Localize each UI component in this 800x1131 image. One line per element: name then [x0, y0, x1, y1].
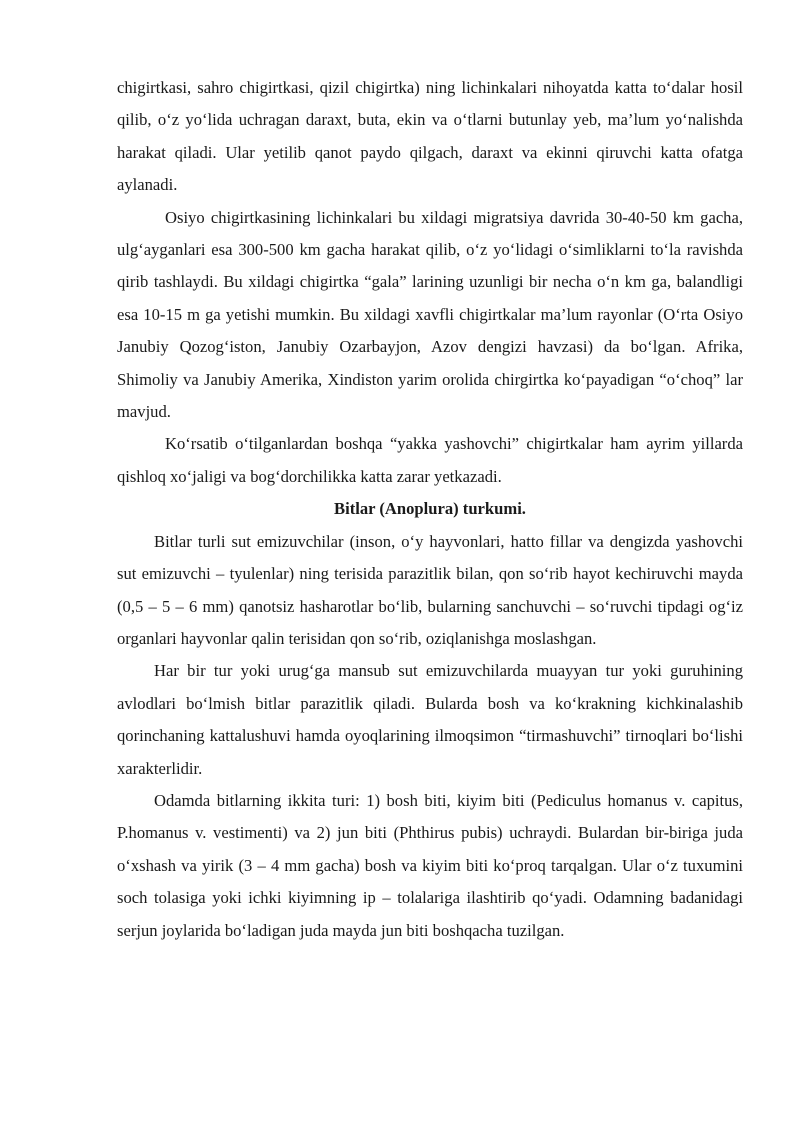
- section-heading-lice: Bitlar (Anoplura) turkumi.: [334, 499, 526, 519]
- paragraph-lice-intro: Bitlar turli sut emizuvchilar (inson, o‘y hayvonlari, hatto fillar va dengizda yashovchi sut emizuvchi – tyulenlar) ning terisida parazitlik bilan, qon so‘rib hayot kechiruvchi mayda (0,5 – 5 – 6 mm) qanotsiz hasharotlar bo‘lib, bularning sanchuvchi – so‘ruvchi tipdagi og‘iz organlari hayvonlar qalin terisidan qon so‘rib, oziqlanishga moslashgan.: [117, 531, 743, 648]
- paragraph-locust-larvae: chigirtkasi, sahro chigirtkasi, qizil chigirtka) ning lichinkalari nihoyatda katta to‘dalar hosil qilib, o‘z yo‘lida uchragan daraxt, buta, ekin va o‘tlarni butunlay yeb, ma’lum yo‘nalishda harakat qiladi. Ular yetilib qanot paydo qilgach, daraxt va ekinni qiruvchi katta ofatga aylanadi.: [117, 78, 743, 195]
- document-body: [117, 72, 743, 947]
- paragraph-human-lice: Odamda bitlarning ikkita turi: 1) bosh biti, kiyim biti (Pediculus homanus v. capitus, P.homanus v. vestimenti) va 2) jun biti (Phthirus pubis) uchraydi. Bulardan bir-biriga juda o‘xshash va yirik (3 – 4 mm gacha) bosh va kiyim biti ko‘proq tarqalgan. Ular o‘z tuxumini soch tolasiga yoki ichki kiyimning ip – tolalariga ilashtirib qo‘yadi. Odamning badanidagi serjun joylarida bo‘ladigan juda mayda jun biti boshqacha tuzilgan.: [117, 790, 743, 940]
- paragraph-asian-locust: Osiyo chigirtkasining lichinkalari bu xildagi migratsiya davrida 30-40-50 km gacha, ulg‘ayganlari esa 300-500 km gacha harakat qilib, o‘z yo‘lidagi o‘simliklarni to‘la ravishda qirib tashlaydi. Bu xildagi chigirtka “gala” larining uzunligi bir necha o‘n km ga, balandligi esa 10-15 m ga yetishi mumkin. Bu xildagi xavfli chigirtkalar ma’lum rayonlar (O‘rta Osiyo Janubiy Qozog‘iston, Janubiy Ozarbayjon, Azov dengizi havzasi) da bo‘lgan. Afrika, Shimoliy va Janubiy Amerika, Xindiston yarim orolida chirgirtka ko‘payadigan “o‘choq” lar mavjud.: [117, 207, 743, 422]
- paragraph-solitary-locusts: Ko‘rsatib o‘tilganlardan boshqa “yakka yashovchi” chigirtkalar ham ayrim yillarda qishloq xo‘jaligi va bog‘dorchilikka katta zarar yetkazadi.: [117, 434, 743, 486]
- paragraph-lice-hosts: Har bir tur yoki urug‘ga mansub sut emizuvchilarda muayyan tur yoki guruhining avlodlari bo‘lmish bitlar parazitlik qiladi. Bularda bosh va ko‘krakning kichkinalashib qorinchaning kattalushuvi hamda oyoqlarining ilmoqsimon “tirmashuvchi” tirnoqlari bo‘lishi xarakterlidir.: [117, 661, 743, 778]
